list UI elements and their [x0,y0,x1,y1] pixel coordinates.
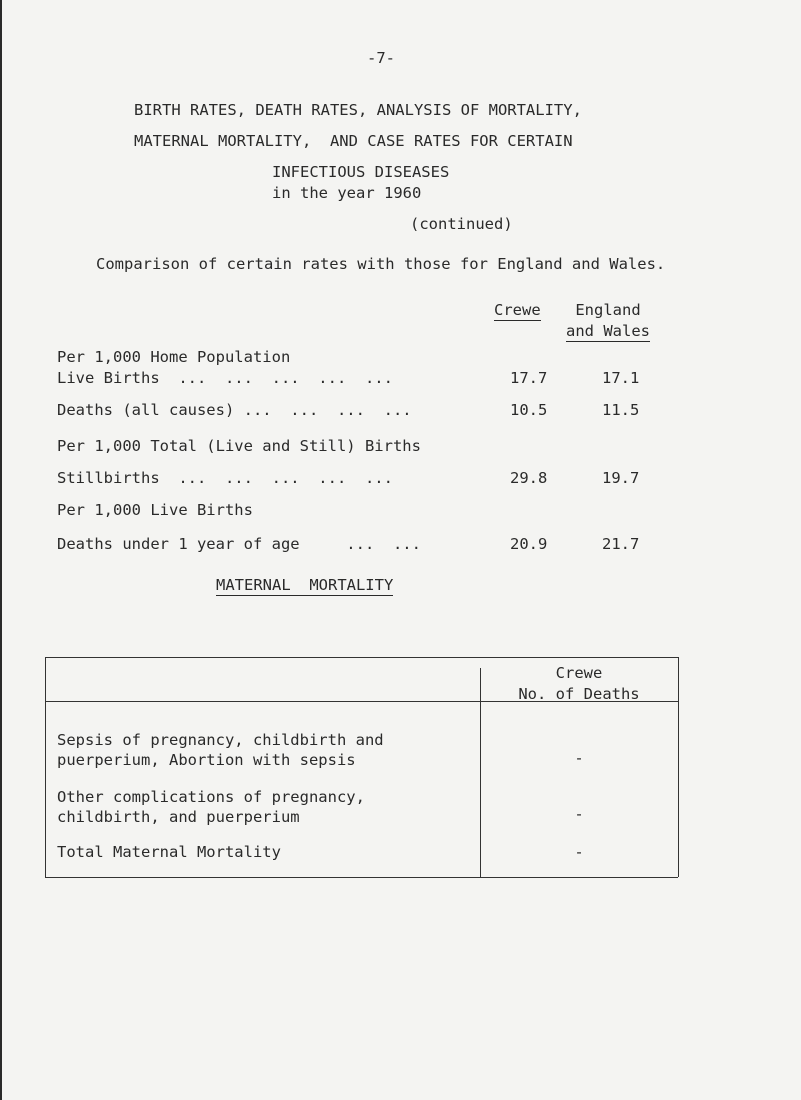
page-number: -7- [367,49,395,67]
comparison-heading: Comparison of certain rates with those for England and Wales. [96,255,666,273]
row-stillbirths-crewe: 29.8 [510,469,548,487]
row-deaths-england: 11.5 [602,401,640,419]
row-infant-deaths-label: Deaths under 1 year of age ... ... [57,535,421,553]
row-total-label: Total Maternal Mortality [57,843,281,861]
row-sepsis-value: - [574,749,584,767]
row-stillbirths-label: Stillbirths ... ... ... ... ... [57,469,393,487]
table-bottom-border [45,877,678,878]
row-live-births-label: Live Births ... ... ... ... ... [57,369,393,387]
row-infant-deaths-crewe: 20.9 [510,535,548,553]
title-line-2: MATERNAL MORTALITY, AND CASE RATES FOR CERTAIN [134,132,573,150]
group-home-population: Per 1,000 Home Population [57,348,291,366]
title-line-4: in the year 1960 [272,184,422,202]
col-england-header-2: and Wales [566,322,650,340]
row-live-births-crewe: 17.7 [510,369,548,387]
row-infant-deaths-england: 21.7 [602,535,640,553]
row-total-value: - [574,843,584,861]
row-other-line-1: Other complications of pregnancy, [57,788,365,806]
page-edge-line [0,0,2,1100]
table-column-divider [480,668,481,877]
group-live-births: Per 1,000 Live Births [57,501,253,519]
table-top-border [45,657,678,658]
title-line-1: BIRTH RATES, DEATH RATES, ANALYSIS OF MORTALITY, [134,101,582,119]
row-other-line-2: childbirth, and puerperium [57,808,300,826]
row-deaths-label: Deaths (all causes) ... ... ... ... [57,401,412,419]
col-crewe-header: Crewe [494,301,541,319]
title-line-3: INFECTIOUS DISEASES [272,163,450,181]
table-left-border [45,657,46,877]
row-live-births-england: 17.1 [602,369,640,387]
row-sepsis-line-2: puerperium, Abortion with sepsis [57,751,356,769]
maternal-mortality-heading: MATERNAL MORTALITY [216,576,394,594]
row-deaths-crewe: 10.5 [510,401,548,419]
title-line-5: (continued) [410,215,513,233]
col-england-header-1: England [575,301,641,319]
table-right-border [678,657,679,877]
row-sepsis-line-1: Sepsis of pregnancy, childbirth and [57,731,384,749]
group-total-births: Per 1,000 Total (Live and Still) Births [57,437,421,455]
row-other-value: - [574,805,584,823]
table-header-crewe: Crewe [555,664,603,682]
table-header-deaths: No. of Deaths [518,685,640,703]
row-stillbirths-england: 19.7 [602,469,640,487]
